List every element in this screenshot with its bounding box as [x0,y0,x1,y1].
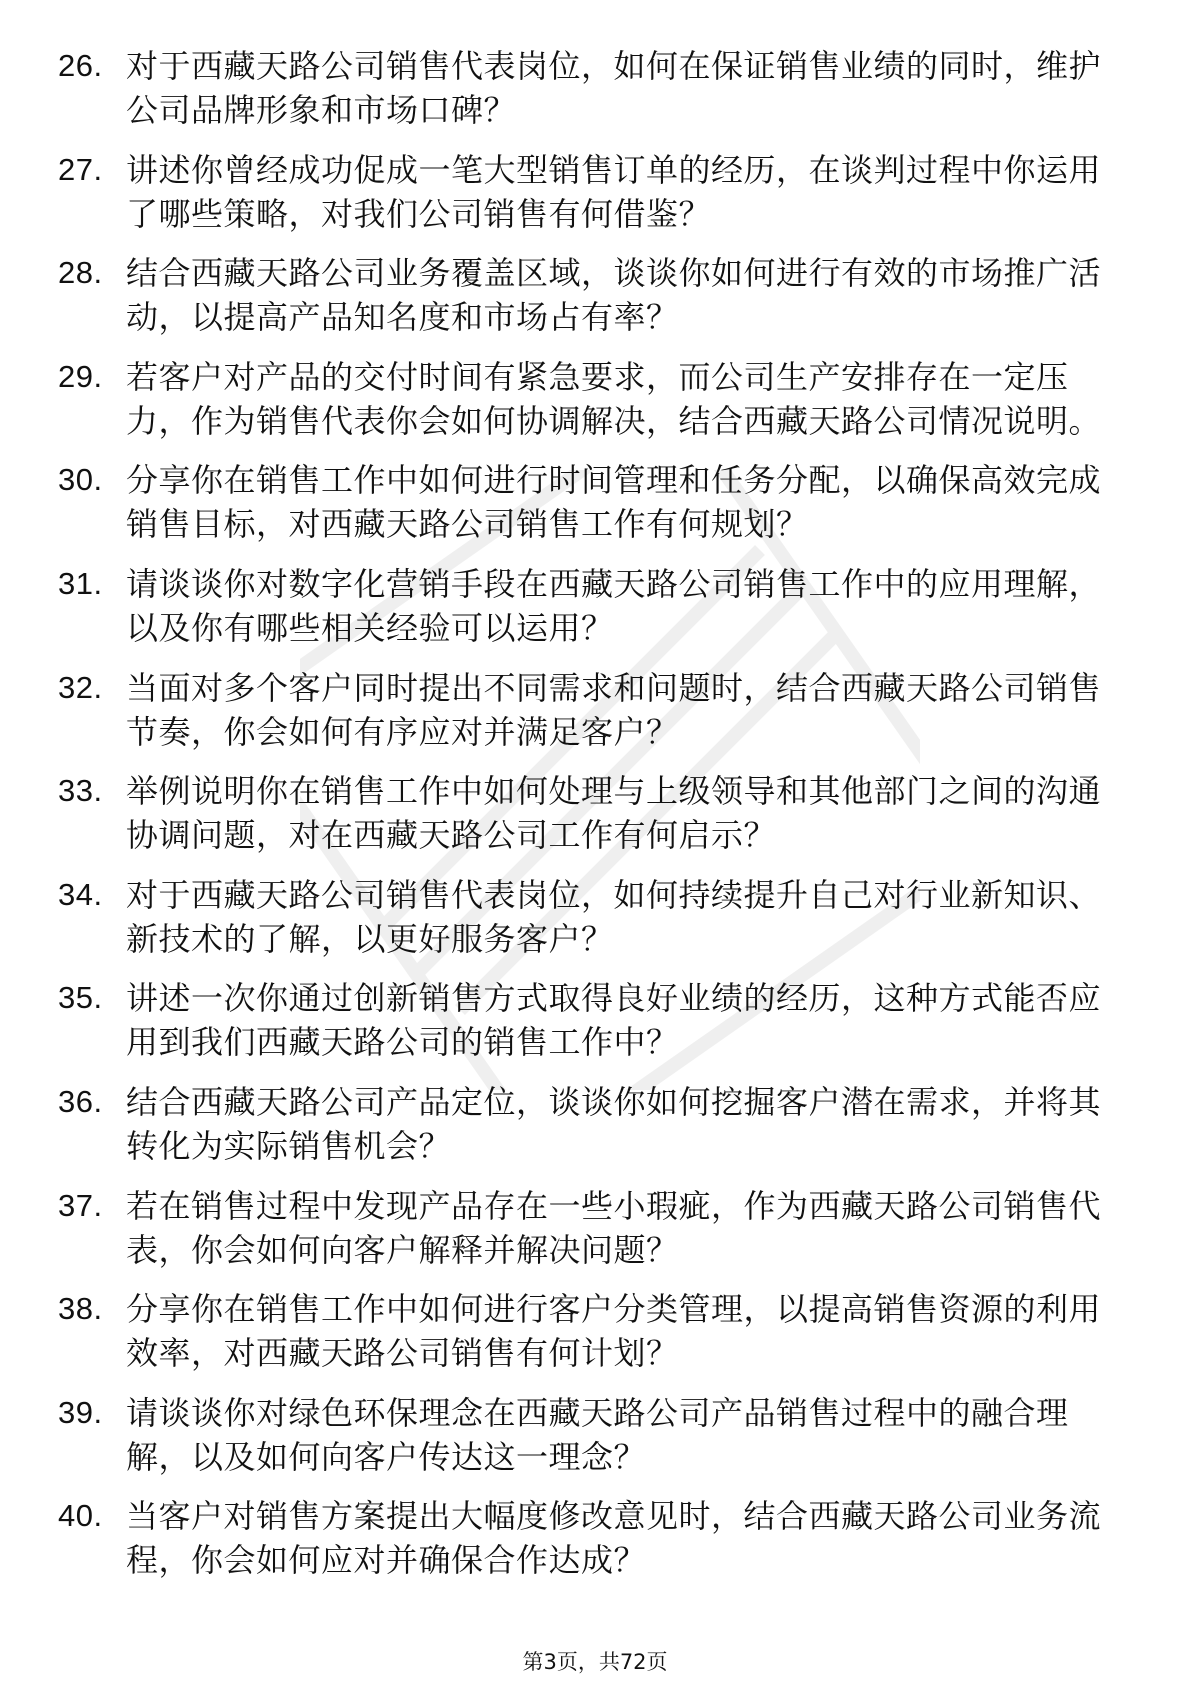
question-item [58,769,1128,857]
question-item [58,976,1128,1064]
question-item [58,562,1128,650]
question-number: 38. [58,1291,103,1327]
question-text: 讲述一次你通过创新销售方式取得良好业绩的经历，这种方式能否应用到我们西藏天路公司的销售工作中？ [126,979,1102,1062]
page-footer [0,1646,1190,1676]
question-number: 31. [58,565,103,601]
question-number: 35. [58,980,103,1016]
question-item [58,458,1128,546]
question-number: 36. [58,1083,103,1119]
question-number: 33. [58,773,103,809]
question-text: 举例说明你在销售工作中如何处理与上级领导和其他部门之间的沟通协调问题，对在西藏天路公司工作有何启示？ [126,772,1102,855]
question-item [58,251,1128,339]
question-item [58,1184,1128,1272]
question-text: 对于西藏天路公司销售代表岗位，如何在保证销售业绩的同时，维护公司品牌形象和市场口碑？ [126,47,1102,129]
question-item [58,148,1128,236]
question-item [58,1494,1128,1582]
question-text: 当客户对销售方案提出大幅度修改意见时，结合西藏天路公司业务流程，你会如何应对并确保合作达成？ [126,1497,1102,1580]
question-item [58,44,1128,132]
page-number-label: 第3页，共72页 [522,1650,668,1674]
question-text: 若客户对产品的交付时间有紧急要求，而公司生产安排存在一定压力，作为销售代表你会如何协调解决，结合西藏天路公司情况说明。 [126,357,1102,440]
question-text: 结合西藏天路公司产品定位，谈谈你如何挖掘客户潜在需求，并将其转化为实际销售机会？ [126,1082,1102,1165]
question-number: 26. [58,48,103,83]
question-number: 32. [58,669,103,705]
question-item [58,1080,1128,1168]
question-number: 27. [58,151,103,187]
question-item [58,1391,1128,1479]
question-number: 28. [58,255,103,291]
question-number: 29. [58,358,103,394]
question-text: 当面对多个客户同时提出不同需求和问题时，结合西藏天路公司销售节奏，你会如何有序应对并满足客户？ [126,668,1102,751]
question-number: 40. [58,1498,103,1534]
question-text: 分享你在销售工作中如何进行客户分类管理，以提高销售资源的利用效率，对西藏天路公司销售有何计划？ [126,1290,1102,1373]
question-text: 若在销售过程中发现产品存在一些小瑕疵，作为西藏天路公司销售代表，你会如何向客户解释并解决问题？ [126,1186,1102,1269]
question-text: 对于西藏天路公司销售代表岗位，如何持续提升自己对行业新知识、新技术的了解，以更好服务客户？ [126,875,1102,958]
question-text: 请谈谈你对绿色环保理念在西藏天路公司产品销售过程中的融合理解，以及如何向客户传达这一理念？ [126,1393,1069,1476]
question-number: 37. [58,1187,103,1223]
question-number: 30. [58,462,103,498]
question-item [58,666,1128,754]
question-item [58,355,1128,443]
question-number: 34. [58,876,103,912]
question-text: 分享你在销售工作中如何进行时间管理和任务分配，以确保高效完成销售目标，对西藏天路公司销售工作有何规划？ [126,461,1102,544]
question-list [58,44,1128,1598]
question-number: 39. [58,1394,103,1430]
question-text: 请谈谈你对数字化营销手段在西藏天路公司销售工作中的应用理解，以及你有哪些相关经验可以运用？ [126,564,1102,647]
question-item [58,873,1128,961]
question-text: 结合西藏天路公司业务覆盖区域，谈谈你如何进行有效的市场推广活动，以提高产品知名度和市场占有率？ [126,254,1102,337]
question-item [58,1287,1128,1375]
question-text: 讲述你曾经成功促成一笔大型销售订单的经历，在谈判过程中你运用了哪些策略，对我们公司销售有何借鉴？ [126,150,1102,233]
